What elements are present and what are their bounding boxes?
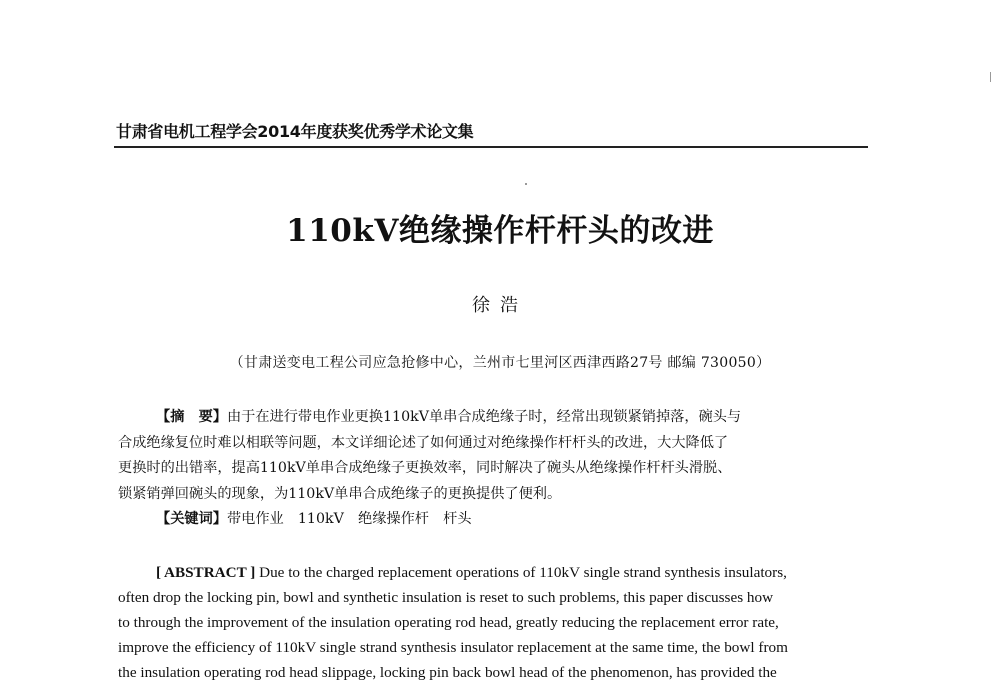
abstract-cn-line-text: 由于在进行带电作业更换110kV单串合成绝缘子时，经常出现锁紧销掉落，碗头与: [226, 409, 742, 425]
keywords-cn-tag: 【关键词】: [156, 511, 227, 527]
abstract-en-line: improve the efficiency of 110kV single strand synthesis insulator replacement at the same time, the bowl from: [118, 639, 788, 656]
paper-title: 110kV绝缘操作杆杆头的改进: [286, 213, 714, 249]
author-affiliation: （甘肃送变电工程公司应急抢修中心，兰州市七里河区西津西路27号 邮编 730050）: [229, 355, 771, 371]
abstract-en: [118, 560, 878, 684]
abstract-en-tag: [ ABSTRACT ]: [156, 564, 256, 581]
abstract-cn-tag: 【摘 要】: [156, 409, 227, 425]
header-rule: [114, 146, 868, 148]
keywords-cn: [118, 507, 873, 533]
scan-speck: [990, 72, 991, 82]
abstract-cn-line: 更换时的出错率，提高110kV单串合成绝缘子更换效率，同时解决了碗头从绝缘操作杆杆头滑脱、: [118, 460, 732, 476]
scan-speck: [525, 183, 527, 185]
abstract-en-line: often drop the locking pin, bowl and synthetic insulation is reset to such problems, this paper discusses how: [118, 589, 774, 606]
abstract-en-line: [118, 560, 878, 585]
abstract-cn-line: 锁紧销弹回碗头的现象，为110kV单串合成绝缘子的更换提供了便利。: [118, 485, 562, 502]
abstract-cn-line: [118, 405, 873, 431]
abstract-cn: [118, 405, 873, 533]
abstract-en-line: the insulation operating rod head slippage, locking pin back bowl head of the phenomenon, has provided the: [118, 664, 777, 681]
abstract-en-line-text: Due to the charged replacement operations of 110kV single strand synthesis insulators,: [259, 564, 787, 581]
author-name: 徐浩: [472, 295, 528, 316]
running-header: 甘肃省电机工程学会2014年度获奖优秀学术论文集: [116, 122, 474, 141]
keywords-cn-text: 带电作业 110kV 绝缘操作杆 杆头: [226, 511, 472, 527]
abstract-en-line: to through the improvement of the insulation operating rod head, greatly reducing the replacement error rate,: [118, 614, 779, 631]
abstract-cn-line: 合成绝缘复位时难以相联等问题，本文详细论述了如何通过对绝缘操作杆杆头的改进，大大降低了: [118, 434, 729, 451]
